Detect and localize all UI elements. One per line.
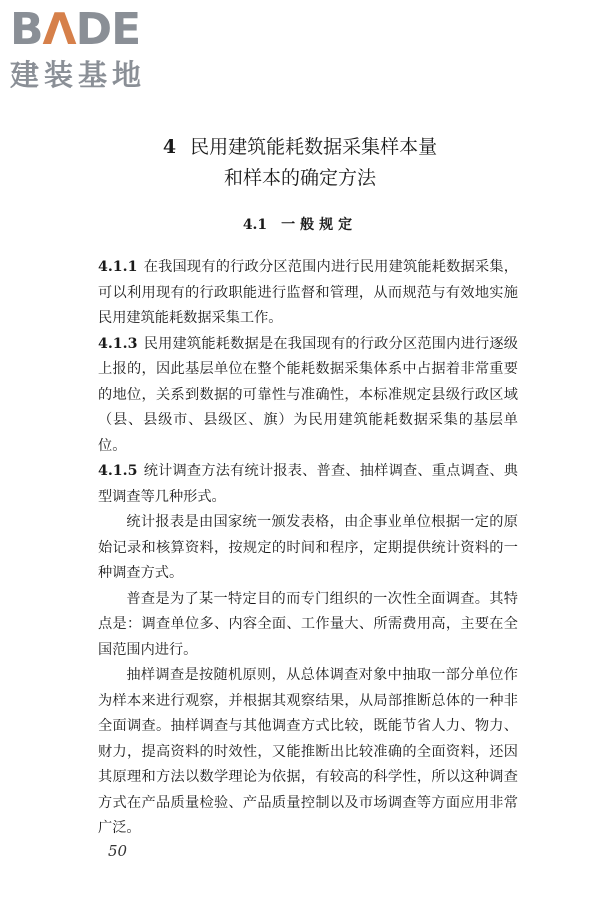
logo-subtitle: 建装基地 xyxy=(10,58,147,92)
paragraph-statistical-report: 统计报表是由国家统一颁发表格，由企事业单位根据一定的原始记录和核算资料，按规定的时间和程序，定期提供统计资料的一种调查方式。 xyxy=(98,514,518,581)
clause-4-1-1 xyxy=(98,255,518,332)
section-name: 一般规定 xyxy=(281,217,358,233)
clause-text: 统计调查方法有统计报表、普查、抽样调查、重点调查、典型调查等几种形式。 xyxy=(98,463,518,505)
section-title xyxy=(0,214,600,234)
clause-4-1-3 xyxy=(98,332,518,460)
logo-wordmark: BΛDE xyxy=(10,4,141,55)
clause-text: 民用建筑能耗数据是在我国现有的行政分区范围内进行逐级上报的，因此基层单位在整个能耗数据采集体系中占据着非常重要的地位，关系到数据的可靠性与准确性，本标准规定县级行政区域（县、县级市、县级区、旗）为民用建筑能耗数据采集的基层单位。 xyxy=(98,335,518,454)
paragraph-census: 普查是为了某一特定目的而专门组织的一次性全面调查。其特点是：调查单位多、内容全面、工作量大、所需费用高，主要在全国范围内进行。 xyxy=(98,590,518,658)
body-text xyxy=(98,255,518,842)
section-number: 4.1 xyxy=(242,217,268,233)
page-number: 50 xyxy=(108,842,128,860)
clause-number: 4.1.1 xyxy=(98,259,138,275)
paragraph-sampling-survey: 抽样调查是按随机原则，从总体调查对象中抽取一部分单位作为样本来进行观察，并根据其观察结果，从局部推断总体的一种非全面调查。抽样调查与其他调查方式比较，既能节省人力、物力、财力，提高资料的时效性，又能推断出比较准确的全面资料，还因其原理和方法以数学理论为依据，有较高的科学性，所以这种调查方式在产品质量检验、产品质量控制以及市场调查等方面应用非常广泛。 xyxy=(98,667,518,836)
bade-logo xyxy=(10,6,180,102)
clause-4-1-5 xyxy=(98,459,518,510)
chapter-title-line1: 民用建筑能耗数据采集样本量 xyxy=(190,136,438,158)
chapter-number: 4 xyxy=(162,136,177,158)
chapter-title-line2: 和样本的确定方法 xyxy=(223,167,376,189)
clause-number: 4.1.3 xyxy=(98,335,138,352)
clause-number: 4.1.5 xyxy=(98,463,138,479)
chapter-title xyxy=(0,132,600,194)
clause-text: 在我国现有的行政分区范围内进行民用建筑能耗数据采集，可以利用现有的行政职能进行监督和管理，从而规范与有效地实施民用建筑能耗数据采集工作。 xyxy=(98,259,518,326)
